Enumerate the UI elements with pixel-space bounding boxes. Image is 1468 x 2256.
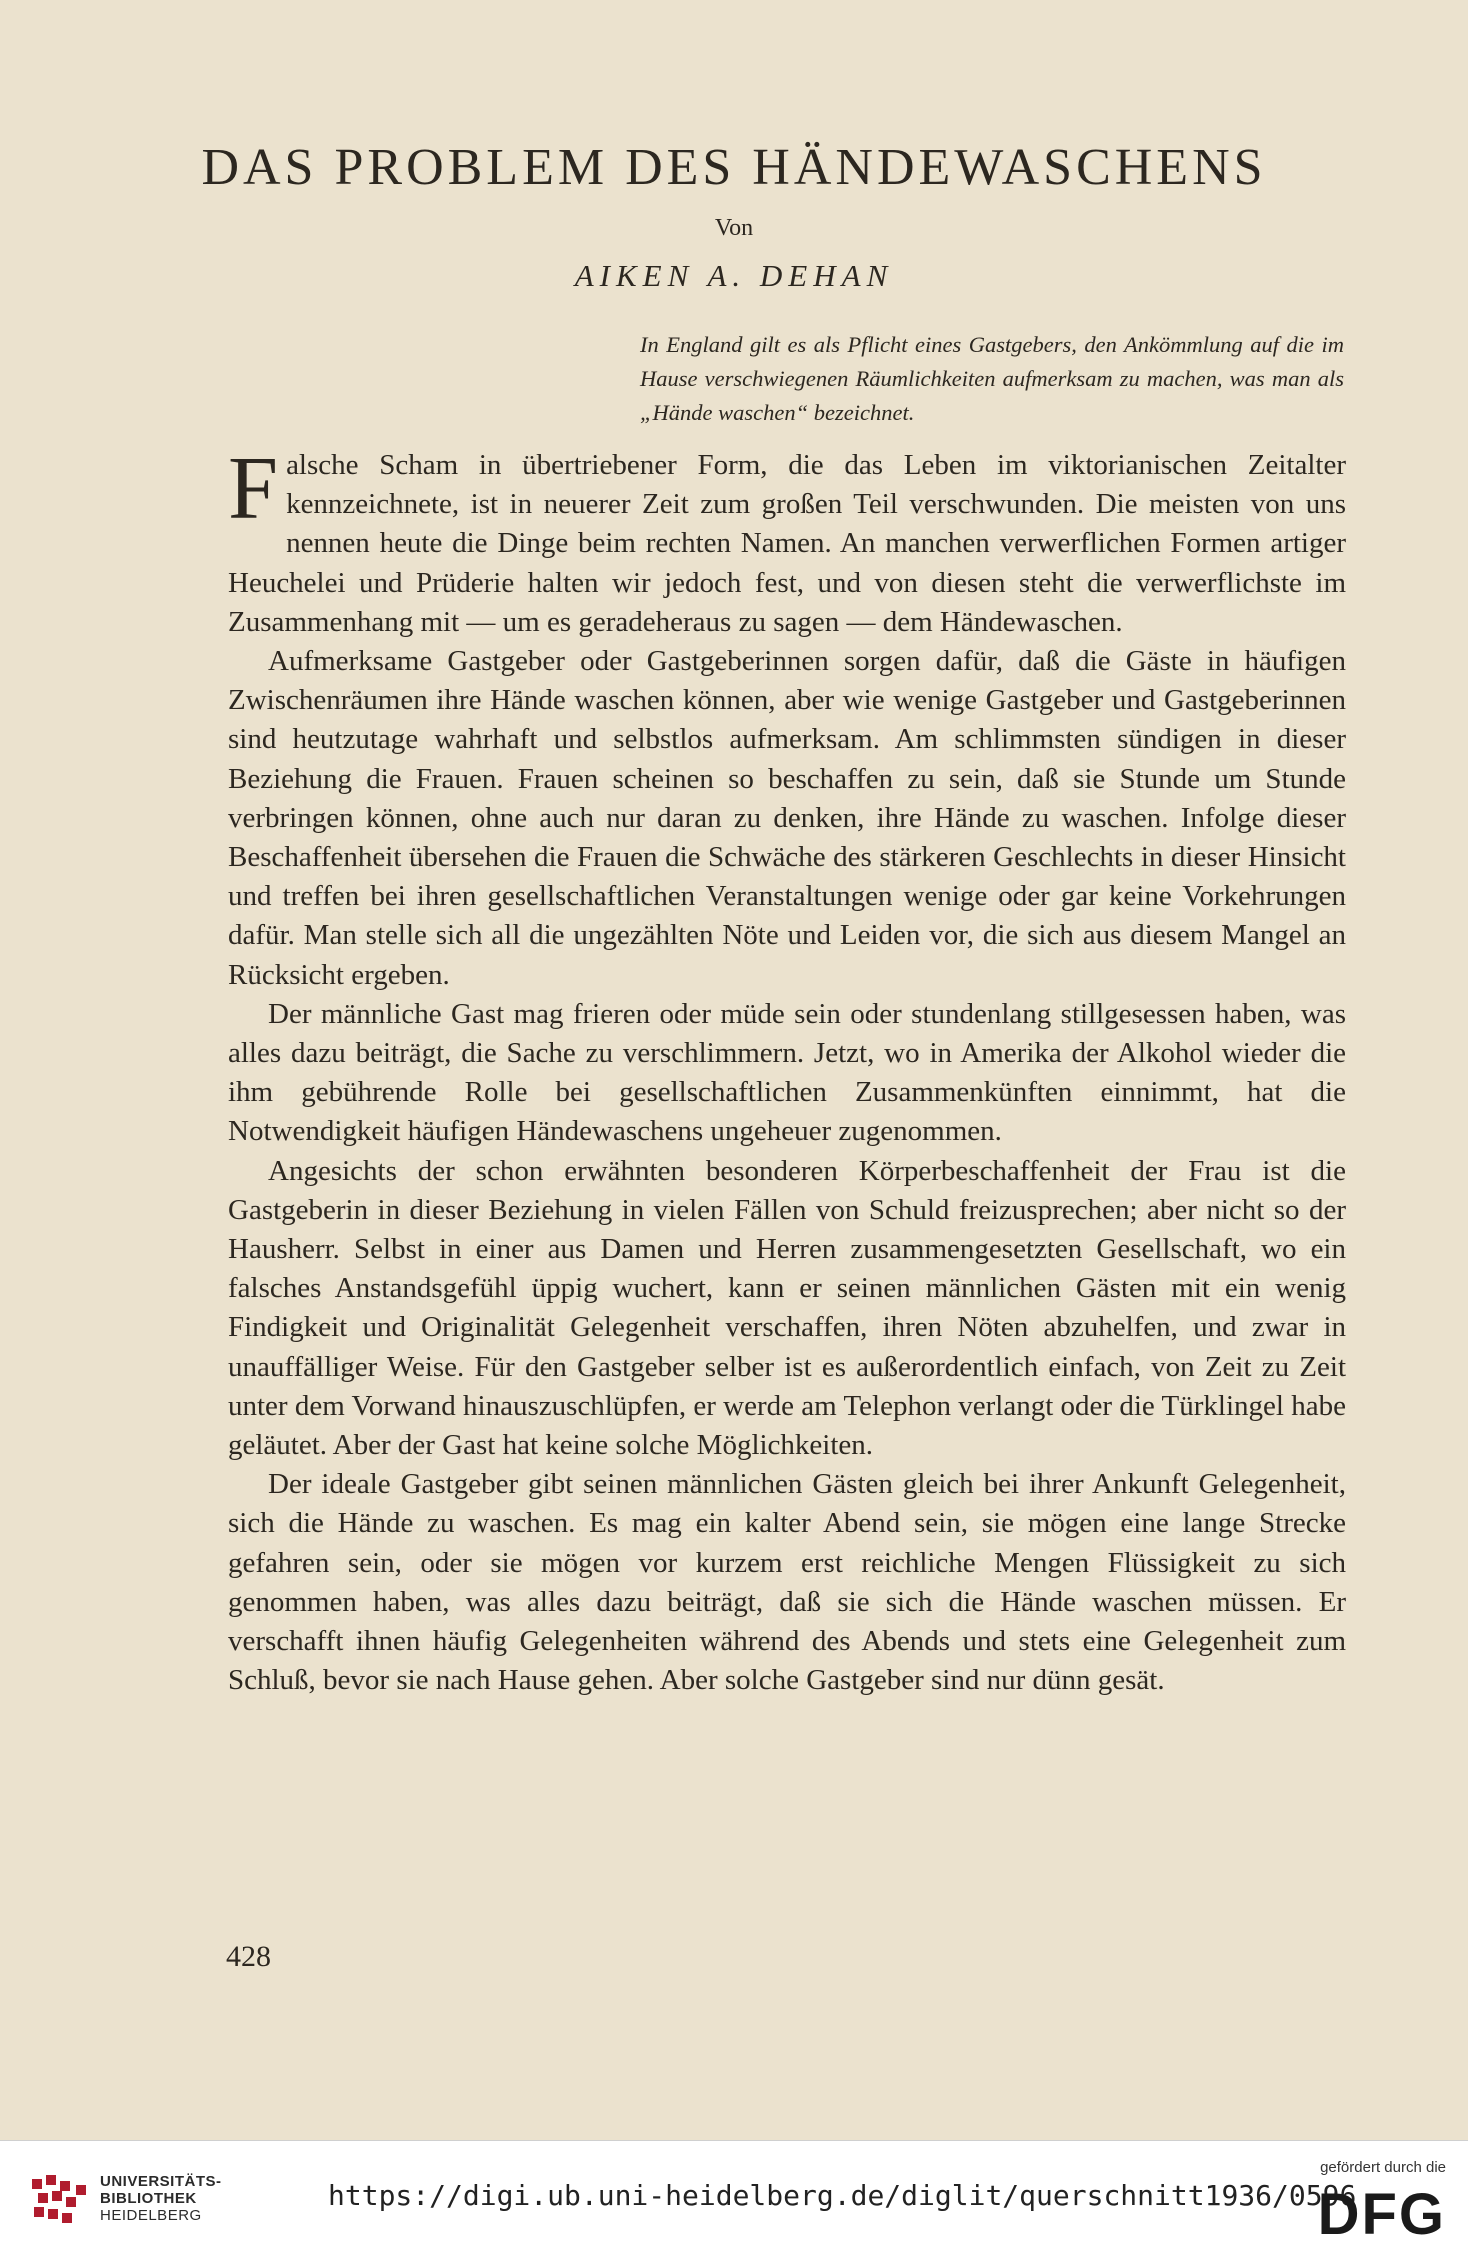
paragraph-1 <box>228 439 1346 642</box>
paragraph-2: Aufmerksame Gastgeber oder Gastgeberinnen sorgen dafür, daß die Gäste in häufigen Zwischenräumen ihre Hände waschen können, aber wie wenige Gastgeber und Gastgeberinnen sind heutzutage wahrhaft und selbstlos aufmerksam. Am schlimmsten sündigen in dieser Beziehung die Frauen. Frauen scheinen so beschaffen zu sein, daß sie Stunde um Stunde verbringen können, ohne auch nur daran zu denken, ihre Hände zu waschen. Infolge dieser Beschaffenheit übersehen die Frauen die Schwäche des stärkeren Geschlechts in dieser Hinsicht und treffen bei ihren gesellschaftlichen Veranstaltungen wenige oder gar keine Vorkehrungen dafür. Man stelle sich all die ungezählten Nöte und Leiden vor, die sich aus diesem Mangel an Rücksicht ergeben. <box>228 645 1346 991</box>
viewer-footer <box>0 2140 1468 2256</box>
library-line-3: HEIDELBERG <box>100 2207 202 2224</box>
epigraph: In England gilt es als Pflicht eines Gastgebers, den Ankömmlung auf die im Hause verschwiegenen Räumlichkeiten aufmerksam zu machen, was man als „Hände waschen“ bezeichnet. <box>640 332 1344 425</box>
byline-prefix: Von <box>714 215 754 241</box>
page-number: 428 <box>226 1940 271 1973</box>
paragraph-5: Der ideale Gastgeber gibt seinen männlichen Gästen gleich bei ihrer Ankunft Gelegenheit, sich die Hände zu waschen. Es mag ein kalter Abend sein, sie mögen eine lange Strecke gefahren sein, oder sie mögen vor kurzem erst reichliche Mengen Flüssigkeit zu sich genommen haben, was alles dazu beiträgt, daß sie sich die Hände waschen müssen. Er verschafft ihnen häufig Gelegenheiten während des Abends und stets eine Gelegenheit zum Schluß, bevor sie nach Hause gehen. Aber solche Gastgeber sind nur dünn gesät. <box>228 1468 1346 1697</box>
article-body <box>228 439 1346 1701</box>
library-name[interactable] <box>100 2173 222 2224</box>
funding-label: gefördert durch die <box>1320 2159 1446 2176</box>
permalink-url[interactable]: https://digi.ub.uni-heidelberg.de/diglit/querschnitt1936/0596 <box>328 2179 1357 2212</box>
article-title: DAS PROBLEM DES HÄNDEWASCHENS <box>201 139 1267 196</box>
paragraph-text: alsche Scham in übertriebener Form, die das Leben im viktorianischen Zeitalter kennzeichnete, ist in neuerer Zeit zum großen Teil verschwunden. Die meisten von uns nennen heute die Dinge beim rechten Namen. An manchen verwerflichen Formen artiger Heuchelei und Prüderie halten wir jedoch fest, und von diesen steht die verwerflichste im Zusammenhang mit — um es geradeheraus zu sagen — dem Händewaschen. <box>228 449 1346 638</box>
library-line-2: BIBLIOTHEK <box>100 2190 197 2207</box>
library-line-1: UNIVERSITÄTS- <box>100 2173 222 2190</box>
author-name: AIKEN A. DEHAN <box>574 258 894 293</box>
drop-cap: F <box>228 439 279 538</box>
university-library-logo-icon[interactable] <box>30 2171 90 2231</box>
paragraph-3: Der männliche Gast mag frieren oder müde sein oder stundenlang stillgesessen haben, was alles dazu beiträgt, die Sache zu verschlimmern. Jetzt, wo in Amerika der Alkohol wieder die ihm gebührende Rolle bei gesellschaftlichen Zusammenkünften einnimmt, hat die Notwendigkeit häufigen Händewaschens ungeheuer zugenommen. <box>228 997 1346 1148</box>
dfg-logo-icon[interactable]: DFG <box>1317 2182 1446 2247</box>
paragraph-4: Angesichts der schon erwähnten besonderen Körperbeschaffenheit der Frau ist die Gastgeberin in dieser Beziehung in vielen Fällen von Schuld freizusprechen; aber nicht so der Hausherr. Selbst in einer aus Damen und Herren zusammengesetzten Gesellschaft, wo ein falsches Anstandsgefühl üppig wuchert, kann er seinen männlichen Gästen mit ein wenig Findigkeit und Originalität Gelegenheit verschaffen, ihren Nöten abzuhelfen, und zwar in unauffälliger Weise. Für den Gastgeber selber ist es außerordentlich einfach, von Zeit zu Zeit unter dem Vorwand hinauszuschlüpfen, er werde am Telephon verlangt oder die Türklingel habe geläutet. Aber der Gast hat keine solche Möglichkeiten. <box>228 1154 1346 1462</box>
